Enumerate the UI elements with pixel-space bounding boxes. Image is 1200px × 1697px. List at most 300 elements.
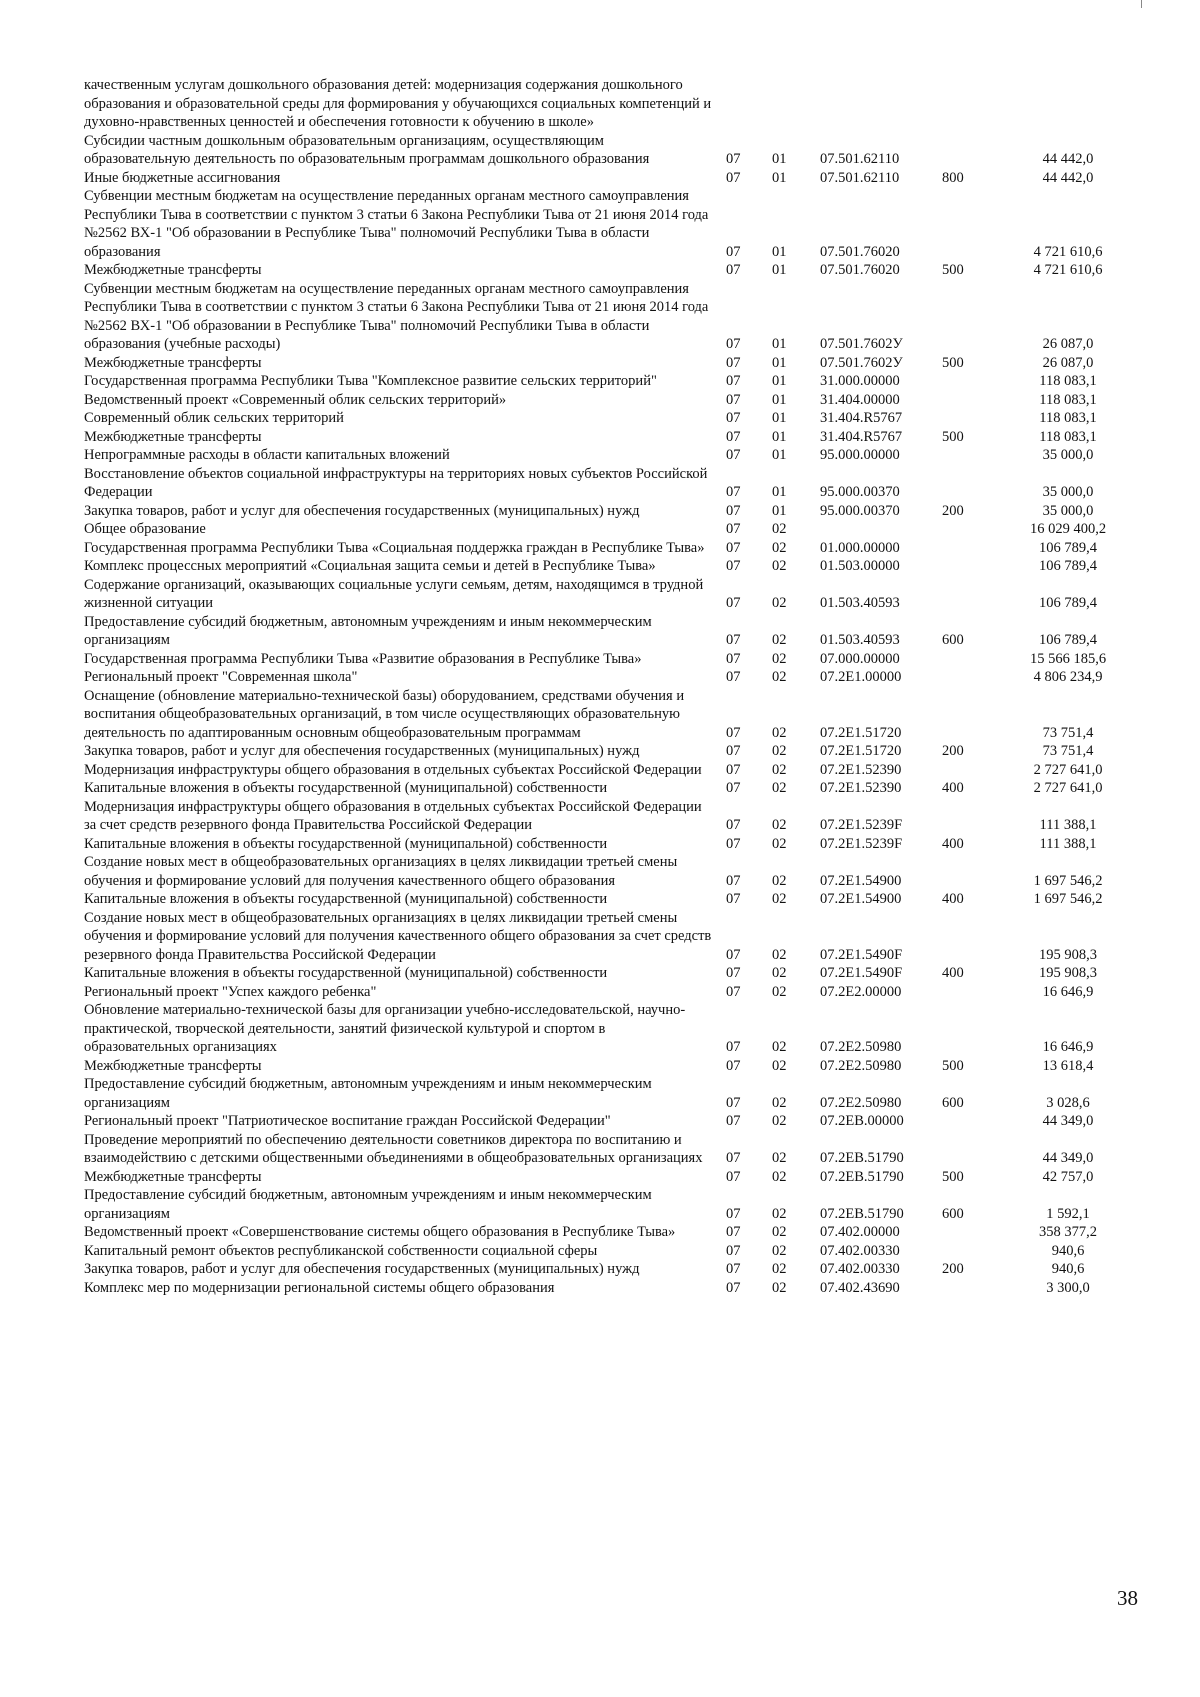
amount-cell: 1 697 546,2 — [1033, 872, 1103, 889]
expense-name-cell: Закупка товаров, работ и услуг для обеспечения государственных (муниципальных) нужд — [84, 1261, 640, 1277]
target-article-cell: 07.402.00330 — [820, 1261, 900, 1277]
table-row — [84, 502, 1144, 521]
section-code-cell: 07 — [726, 761, 741, 778]
expense-type-cell — [940, 909, 992, 965]
amount-cell: 42 757,0 — [1042, 1168, 1094, 1185]
expense-name-cell: Комплекс мер по модернизации региональной системы общего образования — [84, 1279, 555, 1296]
expense-type-cell: 600 — [942, 1205, 964, 1222]
expense-type-cell — [940, 1242, 992, 1261]
table-row — [84, 964, 1144, 983]
subsection-code-cell: 02 — [772, 595, 787, 611]
table-row — [84, 409, 1144, 428]
target-article-cell: 07.501.7602У — [820, 354, 903, 371]
target-article-cell: 07.2Е2.00000 — [820, 983, 902, 1000]
amount-cell: 3 028,6 — [1046, 1094, 1090, 1111]
section-code-cell: 07 — [726, 373, 741, 389]
target-article-cell: 07.2Е1.5239F — [820, 817, 903, 833]
subsection-code-cell: 02 — [772, 650, 787, 667]
amount-cell: 4 721 610,6 — [1033, 262, 1103, 278]
target-article-cell: 07.501.76020 — [820, 262, 900, 278]
section-code-cell — [712, 76, 756, 132]
section-code-cell: 07 — [726, 1224, 741, 1240]
expense-type-cell — [940, 853, 992, 890]
subsection-code-cell: 02 — [772, 1242, 787, 1259]
expense-name-cell: Обновление материально-технической базы для организации учебно-исследовательской, научно-практической, творческой деятельности, занятий физической культурой и спортом в образовательных организациях — [84, 1002, 686, 1055]
expense-type-cell — [940, 539, 992, 558]
subsection-code-cell: 02 — [772, 539, 787, 556]
expense-name-cell: Комплекс процессных мероприятий «Социальная защита семьи и детей в Республике Тыва» — [84, 558, 656, 574]
section-code-cell: 07 — [726, 243, 741, 260]
amount-cell: 118 083,1 — [1039, 373, 1097, 389]
table-row — [84, 1112, 1144, 1131]
expense-name-cell: Капитальные вложения в объекты государственной (муниципальной) собственности — [84, 835, 608, 852]
expense-type-cell — [940, 650, 992, 669]
expense-name-cell: Региональный проект "Современная школа" — [84, 669, 358, 685]
target-article-cell: 31.404.00000 — [820, 391, 900, 408]
expense-name-cell: Межбюджетные трансферты — [84, 262, 262, 278]
subsection-code-cell: 02 — [772, 835, 787, 852]
section-code-cell: 07 — [726, 965, 741, 981]
amount-cell: 940,6 — [1051, 1261, 1085, 1277]
page-number: 38 — [1117, 1586, 1138, 1610]
table-row — [84, 576, 1144, 613]
subsection-code-cell: 02 — [772, 780, 787, 796]
amount-cell: 118 083,1 — [1039, 391, 1097, 408]
amount-cell: 106 789,4 — [1039, 632, 1097, 648]
table-row — [84, 391, 1144, 410]
section-code-cell: 07 — [726, 872, 741, 889]
subsection-code-cell: 02 — [772, 669, 787, 685]
table-row — [84, 798, 1144, 835]
expense-name-cell: Капитальные вложения в объекты государственной (муниципальной) собственности — [84, 891, 608, 907]
section-code-cell: 07 — [726, 262, 741, 278]
expense-type-cell — [940, 1001, 992, 1057]
subsection-code-cell: 01 — [772, 484, 787, 500]
expense-name-cell: Субвенции местным бюджетам на осуществление переданных органам местного самоуправления Республики Тыва в соответствии с пунктом 3 статьи 6 Закона Республики Тыва от 21 июня 2014 года №2562 ВХ-1 "Об образовании в Республике Тыва" полномочий Республики Тыва в области образования — [84, 188, 709, 260]
amount-cell: 44 442,0 — [1042, 151, 1094, 167]
subsection-code-cell: 02 — [772, 1057, 787, 1074]
target-article-cell — [812, 76, 940, 132]
expense-name-cell: Закупка товаров, работ и услуг для обеспечения государственных (муниципальных) нужд — [84, 502, 640, 519]
section-code-cell: 07 — [726, 428, 741, 445]
expense-type-cell: 400 — [942, 835, 964, 852]
subsection-code-cell — [756, 76, 812, 132]
expense-type-cell — [940, 1223, 992, 1242]
section-code-cell: 07 — [726, 558, 741, 574]
section-code-cell: 07 — [726, 946, 741, 963]
amount-cell: 16 029 400,2 — [1029, 521, 1107, 537]
expense-name-cell: Оснащение (обновление материально-технической базы) оборудованием, средствами обучения и воспитания общеобразовательных организаций, в том числе осуществляющих образовательную деятельность по адаптированным основным общеобразовательным программам — [84, 687, 685, 741]
expense-name-cell: Региональный проект "Патриотическое воспитание граждан Российской Федерации" — [84, 1113, 611, 1129]
target-article-cell: 07.2Е1.52390 — [820, 780, 902, 796]
section-code-cell: 07 — [726, 521, 741, 537]
expense-name-cell: Иные бюджетные ассигнования — [84, 169, 281, 186]
expense-name-cell: Закупка товаров, работ и услуг для обеспечения государственных (муниципальных) нужд — [84, 743, 640, 759]
amount-cell: 35 000,0 — [1042, 447, 1094, 463]
target-article-cell: 95.000.00000 — [820, 447, 900, 463]
expense-name-cell: Общее образование — [84, 521, 206, 537]
amount-cell: 26 087,0 — [1042, 354, 1094, 371]
expense-name-cell: Капитальный ремонт объектов республиканской собственности социальной сферы — [84, 1242, 598, 1259]
table-row — [84, 687, 1144, 743]
section-code-cell: 07 — [726, 1057, 741, 1074]
section-code-cell: 07 — [726, 632, 741, 648]
subsection-code-cell: 01 — [772, 391, 787, 408]
subsection-code-cell: 02 — [772, 1039, 787, 1055]
table-row — [84, 909, 1144, 965]
section-code-cell: 07 — [726, 891, 741, 907]
table-row — [84, 372, 1144, 391]
section-code-cell: 07 — [726, 354, 741, 371]
subsection-code-cell: 02 — [772, 521, 787, 537]
table-row — [84, 354, 1144, 373]
subsection-code-cell: 02 — [772, 1224, 787, 1240]
table-row — [84, 187, 1144, 261]
subsection-code-cell: 02 — [772, 891, 787, 907]
subsection-code-cell: 02 — [772, 1205, 787, 1222]
expense-name-cell: Ведомственный проект «Совершенствование системы общего образования в Республике Тыва» — [84, 1224, 676, 1240]
subsection-code-cell: 02 — [772, 558, 787, 574]
scan-corner-mark — [1141, 0, 1142, 8]
table-row — [84, 650, 1144, 669]
target-article-cell: 01.503.00000 — [820, 558, 900, 574]
section-code-cell: 07 — [726, 1168, 741, 1185]
section-code-cell: 07 — [726, 447, 741, 463]
subsection-code-cell: 02 — [772, 946, 787, 963]
section-code-cell: 07 — [726, 650, 741, 667]
amount-cell: 2 727 641,0 — [1033, 780, 1103, 796]
subsection-code-cell: 01 — [772, 262, 787, 278]
table-row — [84, 1186, 1144, 1223]
table-row — [84, 539, 1144, 558]
amount-cell: 26 087,0 — [1042, 336, 1094, 352]
expense-name-cell: Государственная программа Республики Тыва «Развитие образования в Республике Тыва» — [84, 650, 642, 667]
amount-cell: 44 349,0 — [1042, 1113, 1094, 1129]
expense-type-cell — [940, 465, 992, 502]
section-code-cell: 07 — [726, 1242, 741, 1259]
amount-cell: 15 566 185,6 — [1029, 650, 1107, 667]
subsection-code-cell: 02 — [772, 1113, 787, 1129]
subsection-code-cell: 02 — [772, 632, 787, 648]
subsection-code-cell: 01 — [772, 502, 787, 519]
subsection-code-cell: 02 — [772, 817, 787, 833]
target-article-cell: 07.501.62110 — [820, 151, 900, 167]
expense-type-cell: 500 — [942, 262, 964, 278]
target-article-cell: 01.503.40593 — [820, 595, 900, 611]
section-code-cell: 07 — [726, 835, 741, 852]
table-row — [84, 983, 1144, 1002]
table-row — [84, 1260, 1144, 1279]
expense-type-cell — [940, 372, 992, 391]
expense-type-cell: 200 — [942, 1261, 964, 1277]
expense-name-cell: Капитальные вложения в объекты государственной (муниципальной) собственности — [84, 780, 608, 796]
target-article-cell: 07.2ЕВ.51790 — [820, 1168, 904, 1185]
expense-type-cell — [940, 576, 992, 613]
section-code-cell: 07 — [726, 410, 741, 426]
target-article-cell: 95.000.00370 — [820, 484, 900, 500]
expense-name-cell: Государственная программа Республики Тыва "Комплексное развитие сельских территорий" — [84, 373, 657, 389]
amount-cell: 73 751,4 — [1042, 743, 1094, 759]
amount-cell: 35 000,0 — [1042, 484, 1094, 500]
section-code-cell: 07 — [726, 169, 741, 186]
amount-cell: 16 646,9 — [1042, 983, 1094, 1000]
section-code-cell: 07 — [726, 724, 741, 741]
subsection-code-cell: 02 — [772, 1261, 787, 1277]
expense-name-cell: Модернизация инфраструктуры общего образования в отдельных субъектах Российской Федерации за счет средств резервного фонда Правительства Российской Федерации — [84, 798, 702, 833]
table-row — [84, 1242, 1144, 1261]
expense-type-cell — [940, 1131, 992, 1168]
expense-name-cell: Предоставление субсидий бюджетным, автономным учреждениям и иным некоммерческим организациям — [84, 1187, 652, 1222]
amount-cell: 73 751,4 — [1042, 724, 1094, 741]
expense-name-cell: Содержание организаций, оказывающих социальные услуги семьям, детям, находящимся в трудной жизненной ситуации — [84, 576, 704, 611]
expense-type-cell: 500 — [942, 1057, 964, 1074]
table-row — [84, 520, 1144, 539]
target-article-cell: 07.2Е1.5490F — [820, 946, 903, 963]
expense-type-cell: 600 — [942, 1094, 964, 1111]
expense-type-cell — [940, 668, 992, 687]
target-article-cell: 31.404.R5767 — [820, 428, 903, 445]
target-article-cell — [812, 520, 940, 539]
target-article-cell: 01.503.40593 — [820, 632, 900, 648]
table-row — [84, 280, 1144, 354]
subsection-code-cell: 01 — [772, 243, 787, 260]
target-article-cell: 07.2Е2.50980 — [820, 1039, 902, 1055]
amount-cell: 4 721 610,6 — [1033, 243, 1103, 260]
expense-name-cell: Региональный проект "Успех каждого ребенка" — [84, 983, 377, 1000]
expense-type-cell — [940, 76, 992, 132]
expense-type-cell — [940, 280, 992, 354]
subsection-code-cell: 02 — [772, 743, 787, 759]
table-row — [84, 261, 1144, 280]
section-code-cell: 07 — [726, 1094, 741, 1111]
amount-cell — [992, 76, 1144, 132]
table-row — [84, 428, 1144, 447]
table-row — [84, 76, 1144, 132]
subsection-code-cell: 01 — [772, 428, 787, 445]
expense-name-cell: Предоставление субсидий бюджетным, автономным учреждениям и иным некоммерческим организациям — [84, 1076, 652, 1111]
section-code-cell: 07 — [726, 1113, 741, 1129]
amount-cell: 13 618,4 — [1042, 1057, 1094, 1074]
target-article-cell: 07.501.7602У — [820, 336, 903, 352]
table-row — [84, 1001, 1144, 1057]
expense-name-cell: Межбюджетные трансферты — [84, 354, 262, 371]
expense-type-cell — [940, 446, 992, 465]
table-row — [84, 1131, 1144, 1168]
expense-type-cell: 600 — [942, 632, 964, 648]
table-row — [84, 1223, 1144, 1242]
amount-cell: 106 789,4 — [1039, 595, 1097, 611]
amount-cell: 3 300,0 — [1046, 1279, 1090, 1296]
expense-type-cell — [940, 409, 992, 428]
table-row — [84, 779, 1144, 798]
amount-cell: 44 349,0 — [1042, 1150, 1094, 1166]
target-article-cell: 07.2ЕВ.00000 — [820, 1113, 904, 1129]
section-code-cell: 07 — [726, 539, 741, 556]
expense-name-cell: качественным услугам дошкольного образования детей: модернизация содержания дошкольного образования и образовательной среды для формирования у обучающихся социальных компетенций и духовно-нравственных ценностей и обеспечения готовности к обучению в школе» — [84, 77, 712, 130]
section-code-cell: 07 — [726, 743, 741, 759]
table-row — [84, 835, 1144, 854]
target-article-cell: 95.000.00370 — [820, 502, 900, 519]
section-code-cell: 07 — [726, 595, 741, 611]
subsection-code-cell: 01 — [772, 169, 787, 186]
target-article-cell: 07.2Е1.51720 — [820, 724, 902, 741]
table-row — [84, 132, 1144, 169]
target-article-cell: 07.2Е1.54900 — [820, 872, 902, 889]
amount-cell: 44 442,0 — [1042, 169, 1094, 186]
expense-type-cell — [940, 1279, 992, 1298]
amount-cell: 2 727 641,0 — [1033, 761, 1103, 778]
target-article-cell: 07.2ЕВ.51790 — [820, 1150, 904, 1166]
section-code-cell: 07 — [726, 391, 741, 408]
subsection-code-cell: 02 — [772, 965, 787, 981]
amount-cell: 195 908,3 — [1039, 965, 1097, 981]
table-row — [84, 1168, 1144, 1187]
table-row — [84, 853, 1144, 890]
expense-name-cell: Модернизация инфраструктуры общего образования в отдельных субъектах Российской Федерации — [84, 761, 702, 778]
section-code-cell: 07 — [726, 1205, 741, 1222]
section-code-cell: 07 — [726, 502, 741, 519]
expense-name-cell: Государственная программа Республики Тыва «Социальная поддержка граждан в Республике Тыва» — [84, 539, 705, 556]
table-row — [84, 1057, 1144, 1076]
target-article-cell: 07.000.00000 — [820, 650, 900, 667]
amount-cell: 111 388,1 — [1039, 817, 1097, 833]
expense-type-cell: 400 — [942, 965, 964, 981]
expense-name-cell: Межбюджетные трансферты — [84, 1057, 262, 1074]
target-article-cell: 07.2Е2.50980 — [820, 1094, 902, 1111]
subsection-code-cell: 02 — [772, 1168, 787, 1185]
expense-type-cell: 400 — [942, 891, 964, 907]
amount-cell: 106 789,4 — [1039, 539, 1097, 556]
subsection-code-cell: 01 — [772, 354, 787, 371]
expense-type-cell — [940, 132, 992, 169]
target-article-cell: 07.2ЕВ.51790 — [820, 1205, 904, 1222]
expense-type-cell — [940, 983, 992, 1002]
expense-name-cell: Субсидии частным дошкольным образовательным организациям, осуществляющим образовательную деятельность по образовательным программам дошкольного образования — [84, 132, 650, 167]
target-article-cell: 07.501.62110 — [820, 169, 900, 186]
subsection-code-cell: 01 — [772, 336, 787, 352]
expense-type-cell — [940, 391, 992, 410]
amount-cell: 111 388,1 — [1039, 835, 1097, 852]
amount-cell: 118 083,1 — [1039, 410, 1097, 426]
section-code-cell: 07 — [726, 1279, 741, 1296]
target-article-cell: 31.000.00000 — [820, 373, 900, 389]
expense-name-cell: Капитальные вложения в объекты государственной (муниципальной) собственности — [84, 965, 608, 981]
expense-name-cell: Создание новых мест в общеобразовательных организациях в целях ликвидации третьей смены обучения и формирование условий для получения качественного общего образования за счет средств резервного фонда Правительства Российской Федерации — [84, 909, 712, 963]
target-article-cell: 07.402.43690 — [820, 1279, 900, 1296]
expense-type-cell: 200 — [942, 502, 964, 519]
subsection-code-cell: 01 — [772, 447, 787, 463]
expense-type-cell: 800 — [942, 169, 964, 186]
subsection-code-cell: 02 — [772, 872, 787, 889]
amount-cell: 35 000,0 — [1042, 502, 1094, 519]
section-code-cell: 07 — [726, 669, 741, 685]
expense-type-cell: 500 — [942, 1168, 964, 1185]
table-row — [84, 446, 1144, 465]
target-article-cell: 07.402.00330 — [820, 1242, 900, 1259]
subsection-code-cell: 01 — [772, 151, 787, 167]
amount-cell: 940,6 — [1051, 1242, 1085, 1259]
expense-name-cell: Субвенции местным бюджетам на осуществление переданных органам местного самоуправления Республики Тыва в соответствии с пунктом 3 статьи 6 Закона Республики Тыва от 21 июня 2014 года №2562 ВХ-1 "Об образовании в Республике Тыва" полномочий Республики Тыва в области образования (учебные расходы) — [84, 280, 709, 352]
table-row — [84, 761, 1144, 780]
target-article-cell: 07.2Е2.50980 — [820, 1057, 902, 1074]
section-code-cell: 07 — [726, 1261, 741, 1277]
budget-table — [84, 76, 1144, 1297]
subsection-code-cell: 02 — [772, 1279, 787, 1296]
amount-cell: 16 646,9 — [1042, 1039, 1094, 1055]
subsection-code-cell: 01 — [772, 410, 787, 426]
amount-cell: 195 908,3 — [1039, 946, 1097, 963]
expense-type-cell — [940, 557, 992, 576]
table-row — [84, 668, 1144, 687]
subsection-code-cell: 02 — [772, 1150, 787, 1166]
table-row — [84, 613, 1144, 650]
amount-cell: 118 083,1 — [1039, 428, 1097, 445]
section-code-cell: 07 — [726, 983, 741, 1000]
expense-name-cell: Восстановление объектов социальной инфраструктуры на территориях новых субъектов Российской Федерации — [84, 465, 708, 500]
subsection-code-cell: 02 — [772, 761, 787, 778]
expense-type-cell: 200 — [942, 743, 964, 759]
amount-cell: 1 697 546,2 — [1033, 891, 1103, 907]
section-code-cell: 07 — [726, 151, 741, 167]
expense-type-cell — [940, 687, 992, 743]
budget-table-body — [84, 76, 1144, 1297]
section-code-cell: 07 — [726, 817, 741, 833]
subsection-code-cell: 02 — [772, 1094, 787, 1111]
amount-cell: 1 592,1 — [1046, 1205, 1090, 1222]
expense-type-cell — [940, 520, 992, 539]
subsection-code-cell: 02 — [772, 724, 787, 741]
target-article-cell: 07.2Е1.5239F — [820, 835, 903, 852]
target-article-cell: 07.402.00000 — [820, 1224, 900, 1240]
subsection-code-cell: 01 — [772, 373, 787, 389]
expense-name-cell: Современный облик сельских территорий — [84, 410, 344, 426]
expense-type-cell — [940, 187, 992, 261]
amount-cell: 358 377,2 — [1039, 1224, 1097, 1240]
section-code-cell: 07 — [726, 484, 741, 500]
subsection-code-cell: 02 — [772, 983, 787, 1000]
expense-name-cell: Проведение мероприятий по обеспечению деятельности советников директора по воспитанию и взаимодействию с детскими общественными объединениями в общеобразовательных организациях — [84, 1131, 703, 1166]
table-row — [84, 465, 1144, 502]
expense-name-cell: Предоставление субсидий бюджетным, автономным учреждениям и иным некоммерческим организациям — [84, 613, 652, 648]
table-row — [84, 742, 1144, 761]
table-row — [84, 1279, 1144, 1298]
amount-cell: 106 789,4 — [1039, 558, 1097, 574]
expense-name-cell: Межбюджетные трансферты — [84, 1168, 262, 1185]
section-code-cell: 07 — [726, 1039, 741, 1055]
expense-name-cell: Создание новых мест в общеобразовательных организациях в целях ликвидации третьей смены обучения и формирование условий для получения качественного общего образования — [84, 854, 678, 889]
expense-type-cell — [940, 1112, 992, 1131]
expense-type-cell: 500 — [942, 428, 964, 445]
table-row — [84, 1075, 1144, 1112]
target-article-cell: 07.2Е1.51720 — [820, 743, 902, 759]
expense-type-cell — [940, 798, 992, 835]
table-row — [84, 169, 1144, 188]
table-row — [84, 557, 1144, 576]
section-code-cell: 07 — [726, 1150, 741, 1166]
expense-type-cell — [940, 761, 992, 780]
amount-cell: 4 806 234,9 — [1033, 669, 1103, 685]
target-article-cell: 07.501.76020 — [820, 243, 900, 260]
section-code-cell: 07 — [726, 780, 741, 796]
target-article-cell: 31.404.R5767 — [820, 410, 903, 426]
target-article-cell: 07.2Е1.00000 — [820, 669, 902, 685]
target-article-cell: 07.2Е1.52390 — [820, 761, 902, 778]
section-code-cell: 07 — [726, 336, 741, 352]
expense-name-cell: Межбюджетные трансферты — [84, 428, 262, 445]
expense-name-cell: Непрограммные расходы в области капитальных вложений — [84, 447, 450, 463]
table-row — [84, 890, 1144, 909]
expense-type-cell: 500 — [942, 354, 964, 371]
